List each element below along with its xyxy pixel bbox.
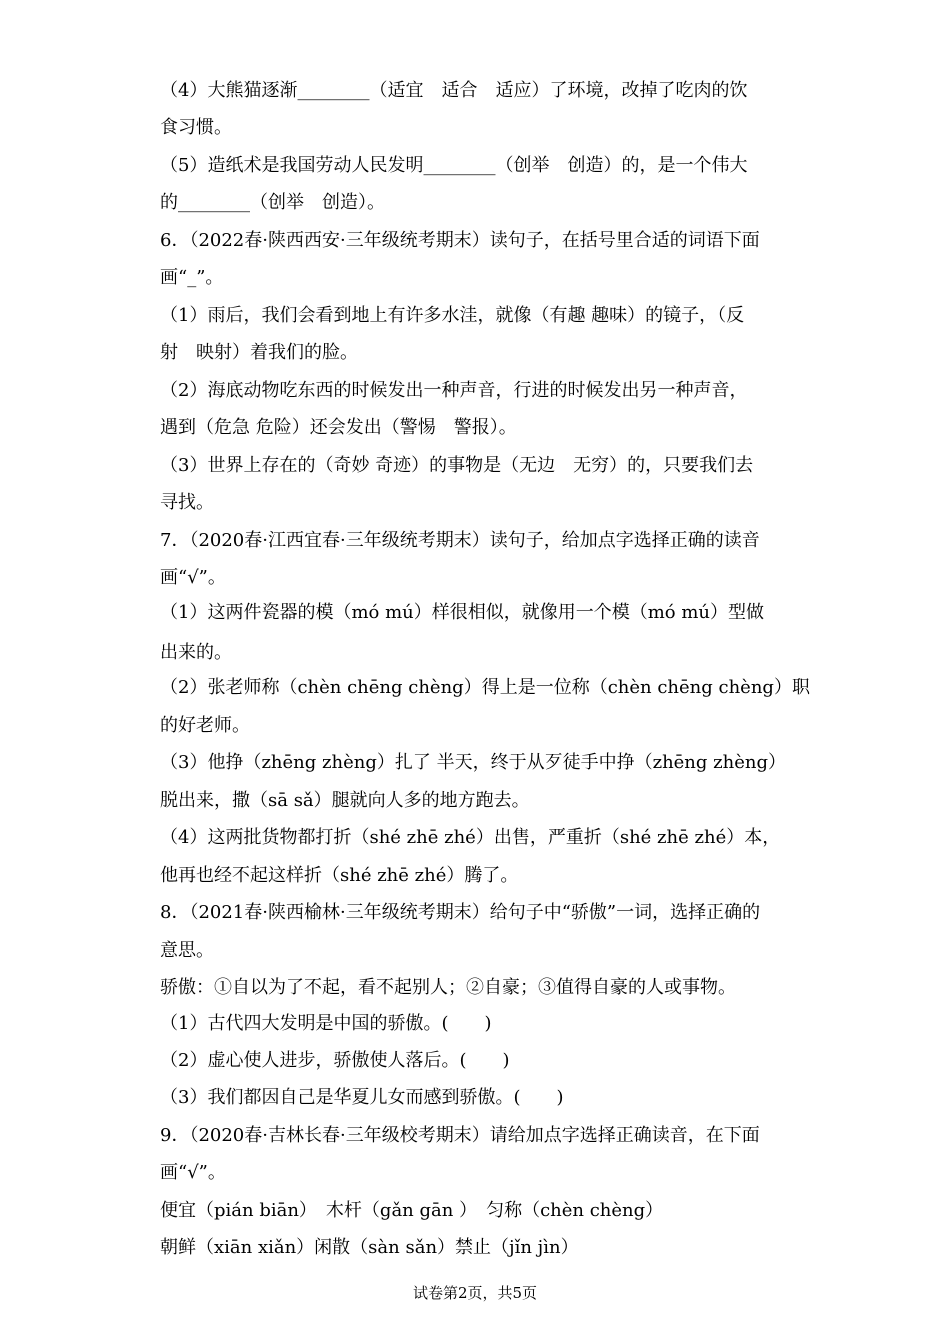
q5-item4-line2: 食习惯。	[160, 117, 232, 138]
q6-item2-line1: （2）海底动物吃东西的时候发出一种声音，行进的时候发出另一种声音，	[160, 380, 748, 401]
q6-item1-line1: （1）雨后，我们会看到地上有许多水洼，就像（有趣 趣味）的镜子，（反	[160, 305, 745, 326]
q7-item3-line2: 脱出来，撒（sā sǎ）腿就向人多的地方跑去。	[160, 790, 530, 811]
q6-item3-line2: 寻找。	[160, 492, 214, 513]
q6-item3-line1: （3）世界上存在的（奇妙 奇迹）的事物是（无边 无穷）的，只要我们去	[160, 455, 754, 476]
q8-item3: （3）我们都因自己是华夏儿女而感到骄傲。( )	[160, 1087, 564, 1108]
q8-item2: （2）虚心使人进步，骄傲使人落后。( )	[160, 1050, 510, 1071]
q9-words-line1: 便宜（pián biān） 木杆（gǎn gān ） 匀称（chèn chèng）	[160, 1200, 664, 1221]
q5-item5-line2: 的________（创举 创造）。	[160, 192, 385, 213]
q7-item2-line2: 的好老师。	[160, 715, 250, 736]
q7-item3-line1: （3）他挣（zhēng zhèng）扎了 半天，终于从歹徒手中挣（zhēng zhèng）	[160, 752, 786, 773]
q7-item4-line2: 他再也经不起这样折（shé zhē zhé）腾了。	[160, 865, 519, 886]
q7-header-line1: 7．（2020春·江西宜春·三年级统考期末）读句子，给加点字选择正确的读音	[160, 530, 760, 551]
q5-item5-line1: （5）造纸术是我国劳动人民发明________（创举 创造）的，是一个伟大	[160, 155, 748, 176]
q9-header-line1: 9．（2020春·吉林长春·三年级校考期末）请给加点字选择正确读音，在下面	[160, 1125, 760, 1146]
q8-item1: （1）古代四大发明是中国的骄傲。( )	[160, 1013, 492, 1034]
q9-header-line2: 画“√”。	[160, 1162, 226, 1183]
q6-header-line1: 6．（2022春·陕西西安·三年级统考期末）读句子，在括号里合适的词语下面	[160, 230, 760, 251]
q8-header-line2: 意思。	[160, 940, 214, 961]
page-footer: 试卷第2页，共5页	[412, 1284, 538, 1302]
q7-item4-line1: （4）这两批货物都打折（shé zhē zhé）出售，严重折（shé zhē zhé）本，	[160, 827, 781, 848]
q8-definition: 骄傲：①自以为了不起，看不起别人；②自豪；③值得自豪的人或事物。	[160, 977, 736, 998]
q8-header-line1: 8．（2021春·陕西榆林·三年级统考期末）给句子中“骄傲”一词，选择正确的	[160, 902, 761, 923]
q5-item4-line1: （4）大熊猫逐渐________（适宜 适合 适应）了环境，改掉了吃肉的饮	[160, 80, 748, 101]
q7-item2-line1: （2）张老师称（chèn chēng chèng）得上是一位称（chèn chēng chèng）职	[160, 677, 810, 698]
q7-item1-line2: 出来的。	[160, 642, 232, 663]
q6-header-line2: 画“_”。	[160, 267, 224, 288]
q6-item1-line2: 射 映射）着我们的脸。	[160, 342, 358, 363]
q7-header-line2: 画“√”。	[160, 567, 226, 588]
q9-words-line2: 朝鲜（xiān xiǎn）闲散（sàn sǎn）禁止（jǐn jìn）	[160, 1237, 579, 1258]
q7-item1-line1: （1）这两件瓷器的模（mó mú）样很相似，就像用一个模（mó mú）型做	[160, 602, 765, 623]
q6-item2-line2: 遇到（危急 危险）还会发出（警惕 警报）。	[160, 417, 517, 438]
